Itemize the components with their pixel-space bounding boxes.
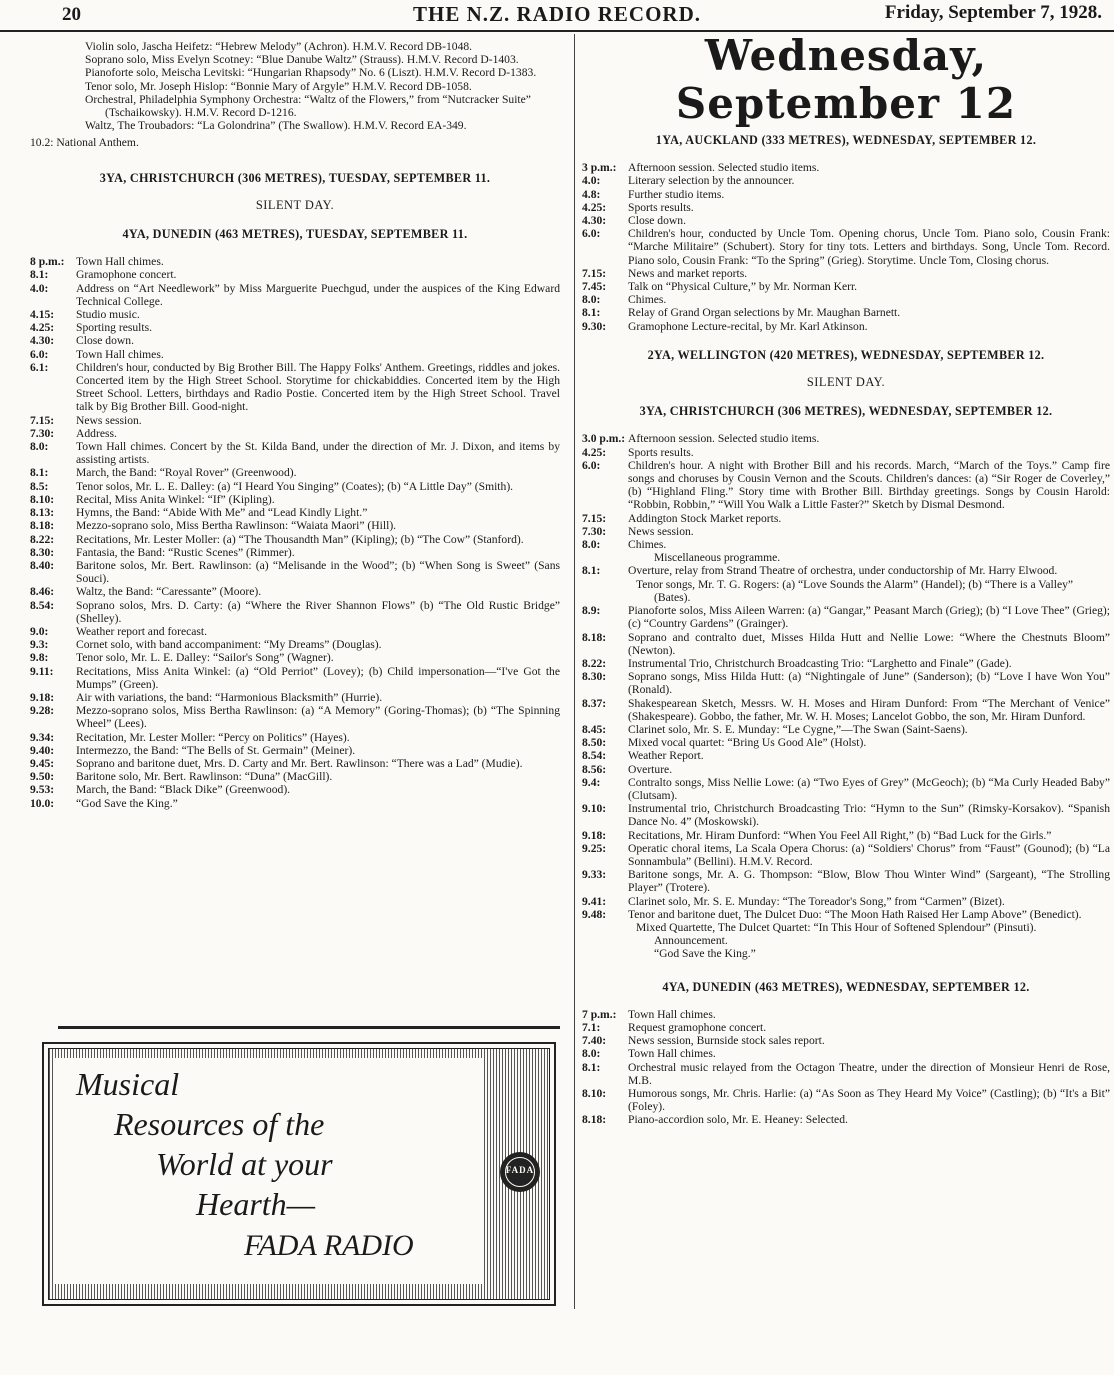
programme-list [582,604,1110,921]
programme-entry [30,797,560,810]
entry-time: 3 p.m.: [582,161,617,175]
programme-list [582,564,1110,577]
entry-description: Instrumental Trio, Christchurch Broadcasting Trio: “Larghetto and Finale” (Gade). [628,656,1012,670]
programme-entry [30,638,560,651]
programme-entry [30,770,560,783]
programme-entry [582,723,1110,736]
entry-description: Hymns, the Band: “Abide With Me” and “Lead Kindly Light.” [76,506,368,520]
entry-time: 6.0: [582,458,601,472]
entry-description: Piano-accordion solo, Mr. E. Heaney: Selected. [628,1113,848,1127]
entry-time: 8.54: [30,598,55,612]
entry-description: Operatic choral items, La Scala Opera Chorus: (a) “Soldiers' Chorus” from “Faust” (Gounod); (b) “La Sonnambula” (Bellini). H.M.V. Record. [628,841,1110,868]
entry-description: Sporting results. [76,321,153,335]
programme-entry [582,512,1110,525]
entry-description: Shakespearean Sketch, Messrs. W. H. Moses and Hiram Dunford: From “The Merchant of Venice” (Shakespeare). Gobbo, the father, Mr. W. H. Moses; Lancelot Gobbo, the son, Mr. Hiram Dunford. [628,696,1110,723]
entry-description: Recital, Miss Anita Winkel: “If” (Kipling). [76,492,275,506]
entry-description: Recitation, Mr. Lester Moller: “Percy on Politics” (Hayes). [76,730,350,744]
entry-description: Close down. [76,334,134,348]
entry-time: 6.0: [30,347,49,361]
ad-line-1: Musical [76,1066,180,1102]
programme-entry [30,704,560,730]
entry-time: 4.25: [582,200,607,214]
section-title: 4YA, DUNEDIN (463 METRES), TUESDAY, SEPTEMBER 11. [122,227,468,242]
entry-description: Baritone solos, Mr. Bert. Rawlinson: (a) “Melisande in the Wood”; (b) “When Song is Sweet” (Sans Souci). [76,558,560,586]
entry-time: 9.25: [582,841,607,855]
programme-entry [30,348,560,361]
programme-entry [30,599,560,625]
entry-time: 7.1: [582,1020,601,1034]
page-number: 20 [62,4,81,25]
programme-entry [582,174,1110,187]
entry-time: 8.1: [30,466,49,480]
programme-entry [30,651,560,664]
entry-time: 9.40: [30,743,55,757]
programme-entry [582,188,1110,201]
entry-time: 8.37: [582,696,607,710]
programme-entry [582,895,1110,908]
masthead: THE N.Z. RADIO RECORD. [412,2,702,26]
programme-entry [582,293,1110,306]
fada-radio-advertisement [42,1042,556,1306]
entry-time: 9.50: [30,770,55,784]
entry-time: 8.0: [582,538,601,552]
entry-description: Tenor solo, Mr. L. E. Dalley: “Sailor's Song” (Wagner). [76,651,334,665]
entry-description: Request gramophone concert. [628,1020,767,1034]
entry-description: Recitations, Miss Anita Winkel: (a) “Old Perriot” (Lovey); (b) Child impersonation—“I've Got the Mumps” (Green). [76,664,560,691]
programme-entry [30,559,560,585]
page-header [0,0,1114,32]
entry-time: 9.34: [30,730,55,744]
entry-time: 7.15: [582,266,607,280]
programme-entry [30,625,560,638]
entry-description: Studio music. [76,308,140,322]
programme-entry [30,440,560,466]
programme-entry [30,334,560,347]
entry-description: Chimes. [628,538,667,552]
ad-line-4: Hearth— [196,1186,316,1222]
entry-time: 9.0: [30,624,49,638]
programme-entry [30,255,560,268]
programme-entry [30,731,560,744]
programme-entry [30,282,560,308]
entry-description: Orchestral music relayed from the Octagon Theatre, under the direction of Monsieur Henri de Rose, M.B. [628,1060,1110,1087]
entry-description: News session. [76,413,142,427]
entry-description: Recitations, Mr. Hiram Dunford: “When You Feel All Right,” (b) “Bad Luck for the Girls.” [628,828,1052,842]
entry-description: Humorous songs, Mr. Chris. Harlie: (a) “As Soon as They Heard My Voice” (Castling); (b) “It's a Bit” (Foley). [628,1087,1110,1114]
entry-description: Addington Stock Market reports. [628,511,782,525]
entry-description: Soprano and baritone duet, Mrs. D. Carty and Mr. Bert. Rawlinson: “There was a Lad” (Mudie). [76,756,523,770]
entry-description: Fantasia, the Band: “Rustic Scenes” (Rimmer). [76,545,295,559]
programme-list [30,255,560,810]
entry-time: 8.18: [582,1113,607,1127]
programme-entry [582,1034,1110,1047]
entry-time: 9.33: [582,868,607,882]
entry-time: 9.8: [30,651,49,665]
logo-text: FADA [505,1165,535,1175]
section-title: 3YA, CHRISTCHURCH (306 METRES), TUESDAY, SEPTEMBER 11. [99,170,491,185]
entry-description: Air with variations, the band: “Harmonious Blacksmith” (Hurrie). [76,690,383,704]
entry-time: 9.18: [582,828,607,842]
entry-time: 8.10: [30,492,55,506]
programme-entry [30,519,560,532]
entry-description: Address. [76,426,117,440]
entry-description: Baritone songs, Mr. A. G. Thompson: “Blow, Blow Thou Winter Wind” (Sargeant), “The Strolling Player” (Trotere). [628,868,1110,895]
entry-description: Afternoon session. Selected studio items. [628,432,820,446]
entry-time: 8.0: [582,1047,601,1061]
programme-entry [582,1113,1110,1126]
entry-description: Clarinet solo, Mr. S. E. Munday: “The Toreador's Song,” from “Carmen” (Bizet). [628,894,1005,908]
record-item: Pianoforte solo, Meischa Levitski: “Hungarian Rhapsody” No. 6 (Liszt). H.M.V. Record D-1383. [85,66,537,80]
entry-description: Chimes. [628,293,667,307]
day-heading: Wednesday, September 12 [675,31,1017,128]
entry-time: 9.11: [30,664,54,678]
entry-time: 8.9: [582,604,601,618]
programme-entry [582,320,1110,333]
entry-description: Children's hour, conducted by Big Brother Bill. The Happy Folks' Anthem. Greetings, riddles and jokes. Concerted item by the High Street School. Storytime for chickabiddies. Concerted item by the High Street School. Letters, birthdays and Radio Postie. Concerted item by the High Street School. Travel talk by Big Brother Bill. Good-night. [76,360,560,414]
anthem-line: 10.2: National Anthem. [30,136,139,150]
entry-time: 9.53: [30,783,55,797]
entry-description: Baritone solo, Mr. Bert. Rawlinson: “Duna” (MacGill). [76,770,333,784]
programme-entry [582,432,1110,445]
entry-description: Soprano songs, Miss Hilda Hutt: (a) “Nightingale of June” (Sanderson); (b) “Love I have Won You” (Ronald). [628,670,1110,697]
entry-time: 8.1: [30,268,49,282]
entry-time: 4.8: [582,187,601,201]
entry-time: 10.0: [30,796,55,810]
entry-description: Overture. [628,762,673,776]
entry-time: 9.18: [30,690,55,704]
programme-entry [582,525,1110,538]
entry-time: 4.25: [30,321,55,335]
entry-time: 8.10: [582,1087,607,1100]
entry-time: 8.18: [582,630,607,644]
entry-time: 8.22: [582,656,607,670]
ad-line-5: FADA RADIO [244,1229,414,1262]
entry-description: Soprano solos, Mrs. D. Carty: (a) “Where the River Shannon Flows” (b) “The Old Rustic Bridge” (Shelley). [76,598,560,625]
programme-entry [30,506,560,519]
programme-entry [582,697,1110,723]
entry-description: Afternoon session. Selected studio items. [628,161,820,175]
programme-entry [30,757,560,770]
record-item: Orchestral, Philadelphia Symphony Orchestra: “Waltz of the Flowers,” from “Nutcracker Suite” (Tschaikowsky). H.M.V. Record D-1216. [85,92,531,120]
programme-entry [582,1061,1110,1087]
section-title: 3YA, CHRISTCHURCH (306 METRES), WEDNESDAY, SEPTEMBER 12. [639,404,1053,419]
programme-entry [582,829,1110,842]
entry-description: Waltz, the Band: “Caressante” (Moore). [76,585,262,599]
ad-panel [54,1058,484,1284]
entry-description: Children's hour, conducted by Uncle Tom. Opening chorus, Uncle Tom. Piano solo, Cousin Frank: “Marche Militaire” (Schubert). Story for tiny tots. Letters and birthdays. Song, Uncle Tom. Record. Piano solo, Cousin Frank: “To the Spring” (Grieg). Storytime. Uncle Tom, Closing chorus. [628,227,1110,267]
record-item: Tenor solo, Mr. Joseph Hislop: “Bonnie Mary of Argyle” H.M.V. Record DB-1058. [85,79,472,93]
programme-entry [582,908,1110,921]
programme-note: “God Save the King.” [654,947,756,961]
programme-entry [582,842,1110,868]
programme-entry [30,480,560,493]
entry-description: Town Hall chimes. Concert by the St. Kilda Band, under the direction of Mr. J. Dixon, and items by assisting artists. [76,440,560,467]
programme-entry [582,749,1110,762]
programme-entry [30,493,560,506]
programme-note: Miscellaneous programme. [654,551,781,565]
programme-entry [30,414,560,427]
entry-description: News session, Burnside stock sales report. [628,1034,825,1048]
entry-time: 6.0: [582,227,601,241]
entry-description: Gramophone Lecture-recital, by Mr. Karl Atkinson. [628,319,868,333]
entry-description: Weather report and forecast. [76,624,208,638]
entry-description: Mezzo-soprano solo, Miss Bertha Rawlinson: “Waiata Maori” (Hill). [76,519,397,533]
entry-time: 8.0: [582,293,601,307]
entry-description: Literary selection by the announcer. [628,174,795,188]
programme-entry [582,306,1110,319]
entry-time: 7.30: [582,524,607,538]
entry-description: Recitations, Mr. Lester Moller: (a) “The Thousandth Man” (Kipling); (b) “The Cow” (Stanford). [76,532,524,546]
entry-time: 8.30: [30,545,55,559]
entry-time: 7.45: [582,280,607,294]
entry-time: 4.30: [582,214,607,228]
section-title: 2YA, WELLINGTON (420 METRES), WEDNESDAY, SEPTEMBER 12. [647,347,1045,362]
programme-entry [582,1047,1110,1060]
entry-time: 8.22: [30,532,55,546]
entry-description: Sports results. [628,200,694,214]
entry-time: 8.5: [30,479,49,493]
programme-entry [582,267,1110,280]
entry-time: 9.45: [30,756,55,770]
programme-entry [30,783,560,796]
programme-entry [582,538,1110,551]
entry-time: 8.50: [582,736,607,750]
record-item: Soprano solo, Miss Evelyn Scotney: “Blue Danube Waltz” (Strauss). H.M.V. Record D-1403. [85,53,519,67]
entry-time: 8.18: [30,519,55,533]
entry-description: Town Hall chimes. [76,255,164,269]
entry-time: 3.0 p.m.: [582,432,626,446]
entry-description: Children's hour. A night with Brother Bill and his records. March, “March of the Toys.” Camp fire songs and choruses by Cousin Vernon and the Scouts. Children's dances: (a) “Sir Roger de Coverley,” (b) “Highland Fling.” Story time with Brother Bill. Birthday greetings. Songs by Cousin Harold: “Robbin, Robbin,” “Will You Walk a Little Faster?” Sketch by Dismal Desmond. [628,458,1110,512]
entry-time: 8.1: [582,564,601,578]
entry-description: Relay of Grand Organ selections by Mr. Maughan Barnett. [628,306,901,320]
entry-description: Clarinet solo, Mr. S. E. Munday: “Le Cygne,”—The Swan (Saint-Saens). [628,722,968,736]
programme-entry [582,802,1110,828]
programme-entry [30,546,560,559]
entry-time: 4.0: [582,174,601,188]
programme-entry [582,459,1110,512]
left-column [30,40,560,810]
programme-entry [30,691,560,704]
entry-time: 7.15: [582,511,607,525]
programme-entry [582,868,1110,894]
entry-description: Talk on “Physical Culture,” by Mr. Norman Kerr. [628,280,858,294]
programme-entry [30,466,560,479]
programme-entry [582,776,1110,802]
programme-entry [582,280,1110,293]
right-column [582,32,1110,1127]
entry-time: 7 p.m.: [582,1007,617,1021]
entry-time: 8.45: [582,722,607,736]
programme-entry [582,564,1110,577]
column-rule [574,34,575,1309]
programme-list [582,161,1110,333]
record-item: Waltz, The Troubadors: “La Golondrina” (The Swallow). H.M.V. Record EA-349. [85,119,467,133]
programme-entry [30,665,560,691]
ad-line-3: World at your [156,1146,333,1182]
programme-entry [582,604,1110,630]
ad-line-2: Resources of the [114,1106,325,1142]
entry-time: 8.1: [582,1060,601,1074]
entry-time: 7.15: [30,413,55,427]
entry-description: Soprano and contralto duet, Misses Hilda Hutt and Nellie Lowe: “Where the Chestnuts Bloom” (Newton). [628,630,1110,657]
entry-description: Mezzo-soprano solos, Miss Bertha Rawlinson: (a) “A Memory” (Goring-Thomas); (b) “The Spinning Wheel” (Lees). [76,704,560,731]
entry-description: March, the Band: “Royal Rover” (Greenwood). [76,466,297,480]
entry-description: Mixed vocal quartet: “Bring Us Good Ale” (Holst). [628,736,867,750]
programme-entry [582,227,1110,267]
programme-entry [582,201,1110,214]
record-item: Violin solo, Jascha Heifetz: “Hebrew Melody” (Achron). H.M.V. Record DB-1048. [85,40,473,53]
entry-time: 4.0: [30,281,49,295]
programme-entry [30,321,560,334]
programme-entry [582,670,1110,696]
entry-description: Tenor and baritone duet, The Dulcet Duo: “The Moon Hath Raised Her Lamp Above” (Benedict). [628,907,1082,921]
programme-note: Announcement. [654,934,728,948]
entry-time: 9.28: [30,704,55,718]
entry-description: Address on “Art Needlework” by Miss Marguerite Puechgud, under the auspices of the King Edward Technical College. [76,281,560,308]
entry-time: 8 p.m.: [30,255,65,269]
entry-description: Further studio items. [628,187,725,201]
silent-day: SILENT DAY. [255,197,335,212]
entry-description: Town Hall chimes. [76,347,164,361]
entry-time: 4.30: [30,334,55,348]
entry-description: Contralto songs, Miss Nellie Lowe: (a) “Two Eyes of Grey” (McGeoch); (b) “Ma Curly Headed Baby” (Clutsam). [628,775,1110,802]
section-title: 4YA, DUNEDIN (463 METRES), WEDNESDAY, SEPTEMBER 12. [662,979,1030,994]
programme-entry [30,308,560,321]
issue-date: Friday, September 7, 1928. [884,2,1102,23]
entry-time: 8.0: [30,440,49,454]
section-title: 1YA, AUCKLAND (333 METRES), WEDNESDAY, SEPTEMBER 12. [655,133,1037,147]
entry-time: 8.30: [582,670,607,684]
programme-entry [30,268,560,281]
entry-description: Instrumental trio, Christchurch Broadcasting Trio: “Hymn to the Sun” (Rimsky-Korsakov). “Spanish Dance No. 4” (Moskowski). [628,802,1110,829]
silent-day: SILENT DAY. [806,375,886,390]
programme-entry [30,533,560,546]
programme-entry [582,763,1110,776]
programme-entry [582,214,1110,227]
entry-time: 8.54: [582,749,607,763]
programme-entry [582,736,1110,749]
entry-time: 9.3: [30,638,49,652]
entry-description: Weather Report. [628,749,704,763]
programme-note: Mixed Quartette, The Dulcet Quartet: “In This Hour of Softened Splendour” (Pinsuti). [636,920,1037,934]
programme-note: Tenor songs, Mr. T. G. Rogers: (a) “Love Sounds the Alarm” (Handel); (b) “There is a Valley” (Bates). [636,577,1074,604]
entry-time: 9.48: [582,907,607,921]
entry-description: Pianoforte solos, Miss Aileen Warren: (a) “Gangar,” Peasant March (Grieg); (b) “I Love Thee” (Grieg); (c) “Country Gardens” (Grainger). [628,604,1110,631]
entry-description: March, the Band: “Black Dike” (Greenwood). [76,783,291,797]
programme-list [582,1008,1110,1127]
entry-description: News and market reports. [628,266,748,280]
entry-time: 9.30: [582,319,607,333]
programme-entry [582,446,1110,459]
entry-time: 7.40: [582,1034,607,1048]
entry-description: Close down. [628,214,686,228]
programme-entry [582,1021,1110,1034]
entry-description: Town Hall chimes. [628,1047,716,1061]
entry-description: Tenor solos, Mr. L. E. Dalley: (a) “I Heard You Singing” (Coates); (b) “A Little Day” (Smith). [76,479,514,493]
entry-time: 9.10: [582,802,607,816]
entry-time: 4.25: [582,445,607,459]
ad-divider [58,1026,560,1029]
entry-description: Gramophone concert. [76,268,177,282]
programme-entry [582,1087,1110,1113]
entry-description: “God Save the King.” [76,796,178,810]
programme-entry [30,585,560,598]
entry-description: Town Hall chimes. [628,1007,716,1021]
entry-time: 9.41: [582,894,607,908]
entry-time: 6.1: [30,360,49,374]
entry-description: Cornet solo, with band accompaniment: “My Dreams” (Douglas). [76,638,382,652]
entry-time: 8.56: [582,762,607,776]
entry-description: Sports results. [628,445,694,459]
programme-entry [582,1008,1110,1021]
fada-logo-icon [500,1152,540,1192]
programme-entry [582,631,1110,657]
entry-description: News session. [628,524,694,538]
programme-entry [582,161,1110,174]
programme-entry [30,427,560,440]
programme-entry [30,361,560,414]
entry-time: 8.46: [30,585,55,599]
programme-list [582,432,1110,551]
entry-time: 4.15: [30,308,55,322]
programme-entry [30,744,560,757]
entry-time: 8.13: [30,506,55,520]
programme-entry [582,657,1110,670]
entry-time: 8.1: [582,306,601,320]
entry-time: 9.4: [582,775,601,789]
entry-time: 8.40: [30,558,55,572]
entry-description: Overture, relay from Strand Theatre of orchestra, under conductorship of Mr. Harry Elwood. [628,564,1058,578]
entry-description: Intermezzo, the Band: “The Bells of St. Germain” (Meiner). [76,743,356,757]
entry-time: 7.30: [30,426,55,440]
